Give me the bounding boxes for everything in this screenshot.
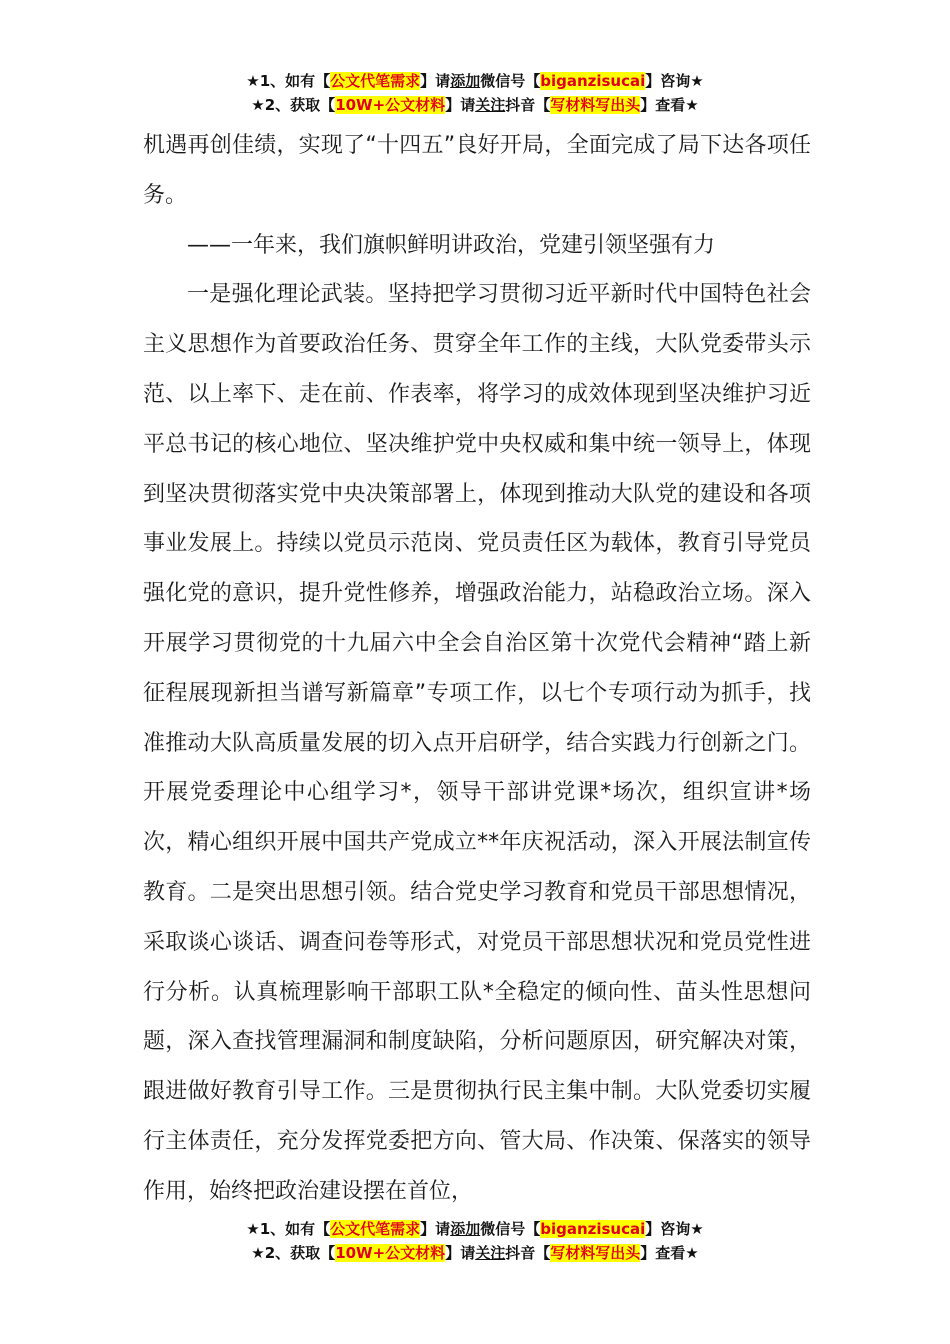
highlight-service: 公文代笔需求 xyxy=(330,1220,421,1238)
highlight-douyin-account: 写材料写出头 xyxy=(550,96,641,114)
paragraph-continuation: 机遇再创佳绩，实现了“十四五”良好开局，全面完成了局下达各项任务。 xyxy=(143,133,811,208)
section-heading: ——一年来，我们旗帜鲜明讲政治，党建引领坚强有力 xyxy=(187,232,716,258)
paragraph-main: 一是强化理论武装。坚持把学习贯彻习近平新时代中国特色社会主义思想作为首要政治任务、贯穿全年工作的主线，大队党委带头示范、以上率下、走在前、作表率，将学习的成效体现到坚决维护习近平总书记的核心地位、坚决维护党中央权威和集中统一领导上，体现到坚决贯彻落实党中央决策部署上，体现到推动大队党的建设和各项事业发展上。持续以党员示范岗、党员责任区为载体，教育引导党员强化党的意识，提升党性修养，增强政治能力，站稳政治立场。深入开展学习贯彻党的十九届六中全会自治区第十次党代会精神“踏上新征程展现新担当谱写新篇章”专项工作，以七个专项行动为抓手，找准推动大队高质量发展的切入点开启研学，结合实践力行创新之门。开展党委理论中心组学习*，领导干部讲党课*场次，组织宣讲*场次，精心组织开展中国共产党成立**年庆祝活动，深入开展法制宣传教育。二是突出思想引领。结合党史学习教育和党员干部思想情况，采取谈心谈话、调查问卷等形式，对党员干部思想状况和党员党性进行分析。认真梳理影响干部职工队*全稳定的倾向性、苗头性思想问题，深入查找管理漏洞和制度缺陷，分析问题原因，研究解决对策，跟进做好教育引导工作。三是贯彻执行民主集中制。大队党委切实履行主体责任，充分发挥党委把方向、管大局、作决策、保落实的领导作用，始终把政治建设摆在首位， xyxy=(143,282,811,1204)
promo-line-2: ★2、获取【10W+公文材料】请关注抖音【写材料写出头】查看★ xyxy=(251,96,699,114)
highlight-materials: 10W+公文材料 xyxy=(335,1244,446,1262)
document-body xyxy=(143,121,811,1217)
promo-line-1: ★1、如有【公文代笔需求】请添加微信号【biganzisucai】咨询★ xyxy=(246,72,704,90)
promo-banner-bottom xyxy=(0,1217,950,1265)
promo-line-2: ★2、获取【10W+公文材料】请关注抖音【写材料写出头】查看★ xyxy=(251,1244,699,1262)
highlight-douyin-account: 写材料写出头 xyxy=(550,1244,641,1262)
highlight-materials: 10W+公文材料 xyxy=(335,96,446,114)
highlight-wechat-id: biganzisucai xyxy=(540,1220,646,1238)
promo-line-1: ★1、如有【公文代笔需求】请添加微信号【biganzisucai】咨询★ xyxy=(246,1220,704,1238)
highlight-wechat-id: biganzisucai xyxy=(540,72,646,90)
highlight-service: 公文代笔需求 xyxy=(330,72,421,90)
promo-banner-top xyxy=(0,69,950,117)
